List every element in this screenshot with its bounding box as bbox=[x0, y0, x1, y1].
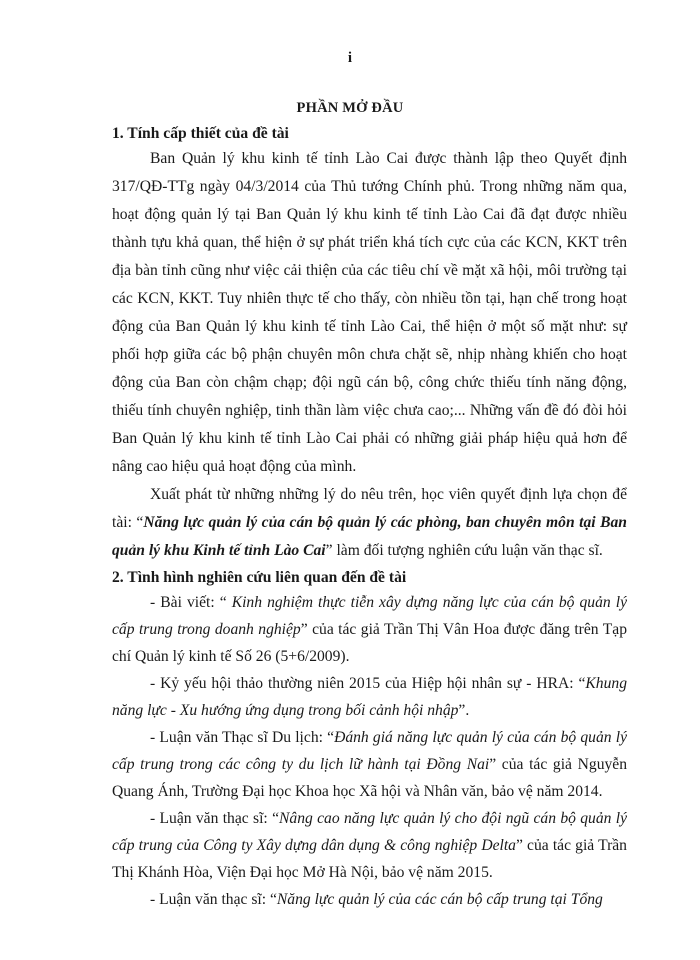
reference-title: Khung năng lực - Xu hướng ứng dụng trong bối cảnh hội nhập bbox=[112, 675, 627, 719]
reference-title: Nâng cao năng lực quản lý cho đội ngũ cán bộ quản lý cấp trung của Công ty Xây dựng dân dụng & công nghiệp Delta bbox=[112, 810, 628, 854]
reference-suffix: ”. bbox=[458, 702, 470, 719]
section-1-paragraph-1: Ban Quản lý khu kinh tế tỉnh Lào Cai được thành lập theo Quyết định 317/QĐ-TTg ngày 04/3/2014 của Thủ tướng Chính phủ. Trong những năm qua, hoạt động quản lý tại Ban Quản lý khu kinh tế tỉnh Lào Cai đã đạt được nhiều thành tựu khả quan, thể hiện ở sự phát triển khá tích cực của các KCN, KKT trên địa bàn tỉnh cũng như việc cải thiện của các tiêu chí về mặt xã hội, môi trường tại các KCN, KKT. Tuy nhiên thực tế cho thấy, còn nhiều tồn tại, hạn chế trong hoạt động của Ban Quản lý khu kinh tế tỉnh Lào Cai, thể hiện ở một số mặt như: sự phối hợp giữa các bộ phận chuyên môn chưa chặt sẽ, nhịp nhàng khiến cho hoạt động của Ban còn chậm chạp; đội ngũ cán bộ, công chức thiếu tính năng động, thiếu tính chuyên nghiệp, tinh thần làm việc chưa cao;... Những vấn đề đó đòi hỏi Ban Quản lý khu kinh tế tỉnh Lào Cai phải có những giải pháp hiệu quả hơn để nâng cao hiệu quả hoạt động của mình. bbox=[112, 150, 627, 475]
paragraph-2-tail: ” làm đối tượng nghiên cứu luận văn thạc sĩ. bbox=[325, 542, 603, 559]
document-body bbox=[112, 123, 627, 913]
reference-item bbox=[112, 670, 627, 724]
page-title: PHẦN MỞ ĐẦU bbox=[296, 100, 404, 116]
reference-item bbox=[112, 724, 627, 805]
reference-title: Năng lực quản lý của các cán bộ cấp trung tại Tổng bbox=[276, 891, 603, 908]
section-1-heading: 1. Tính cấp thiết của đề tài bbox=[112, 125, 289, 142]
paragraph-2-lead: Xuất phát từ những những lý do nêu trên, học viên quyết định lựa chọn để tài: “ bbox=[112, 486, 627, 531]
reference-item bbox=[112, 589, 627, 670]
reference-prefix: - Kỷ yếu hội thảo thường niên 2015 của Hiệp hội nhân sự - HRA: “ bbox=[150, 675, 586, 692]
reference-item bbox=[112, 805, 627, 886]
reference-suffix: ” của tác giả Nguyễn Quang Ánh, Trường Đại học Khoa học Xã hội và Nhân văn, bảo vệ năm 2014. bbox=[112, 756, 628, 800]
reference-title: Kinh nghiệm thực tiễn xây dựng năng lực của cán bộ quản lý cấp trung trong doanh nghiệp bbox=[112, 594, 628, 638]
reference-suffix: ” của tác giả Trần Thị Khánh Hòa, Viện Đại học Mở Hà Nội, bảo vệ năm 2015. bbox=[112, 837, 627, 881]
reference-prefix: - Bài viết: “ bbox=[150, 594, 232, 611]
thesis-topic: Năng lực quản lý của cán bộ quản lý các phòng, ban chuyên môn tại Ban quản lý khu Kinh tế tỉnh Lào Cai bbox=[112, 514, 627, 559]
reference-prefix: - Luận văn Thạc sĩ Du lịch: “ bbox=[150, 729, 335, 746]
section-2-heading: 2. Tình hình nghiên cứu liên quan đến đề tài bbox=[112, 569, 407, 586]
reference-suffix: ” của tác giả Trần Thị Vân Hoa được đăng trên Tạp chí Quản lý kinh tế Số 26 (5+6/2009). bbox=[112, 621, 627, 665]
section-1-paragraph-2 bbox=[112, 481, 627, 565]
reference-title: Đánh giá năng lực quản lý của cán bộ quản lý cấp trung trong các công ty du lịch lữ hành tại Đồng Nai bbox=[112, 729, 627, 773]
reference-prefix: - Luận văn thạc sĩ: “ bbox=[150, 891, 277, 908]
reference-prefix: - Luận văn thạc sĩ: “ bbox=[150, 810, 280, 827]
page-number: i bbox=[347, 50, 353, 66]
reference-item bbox=[112, 886, 627, 913]
